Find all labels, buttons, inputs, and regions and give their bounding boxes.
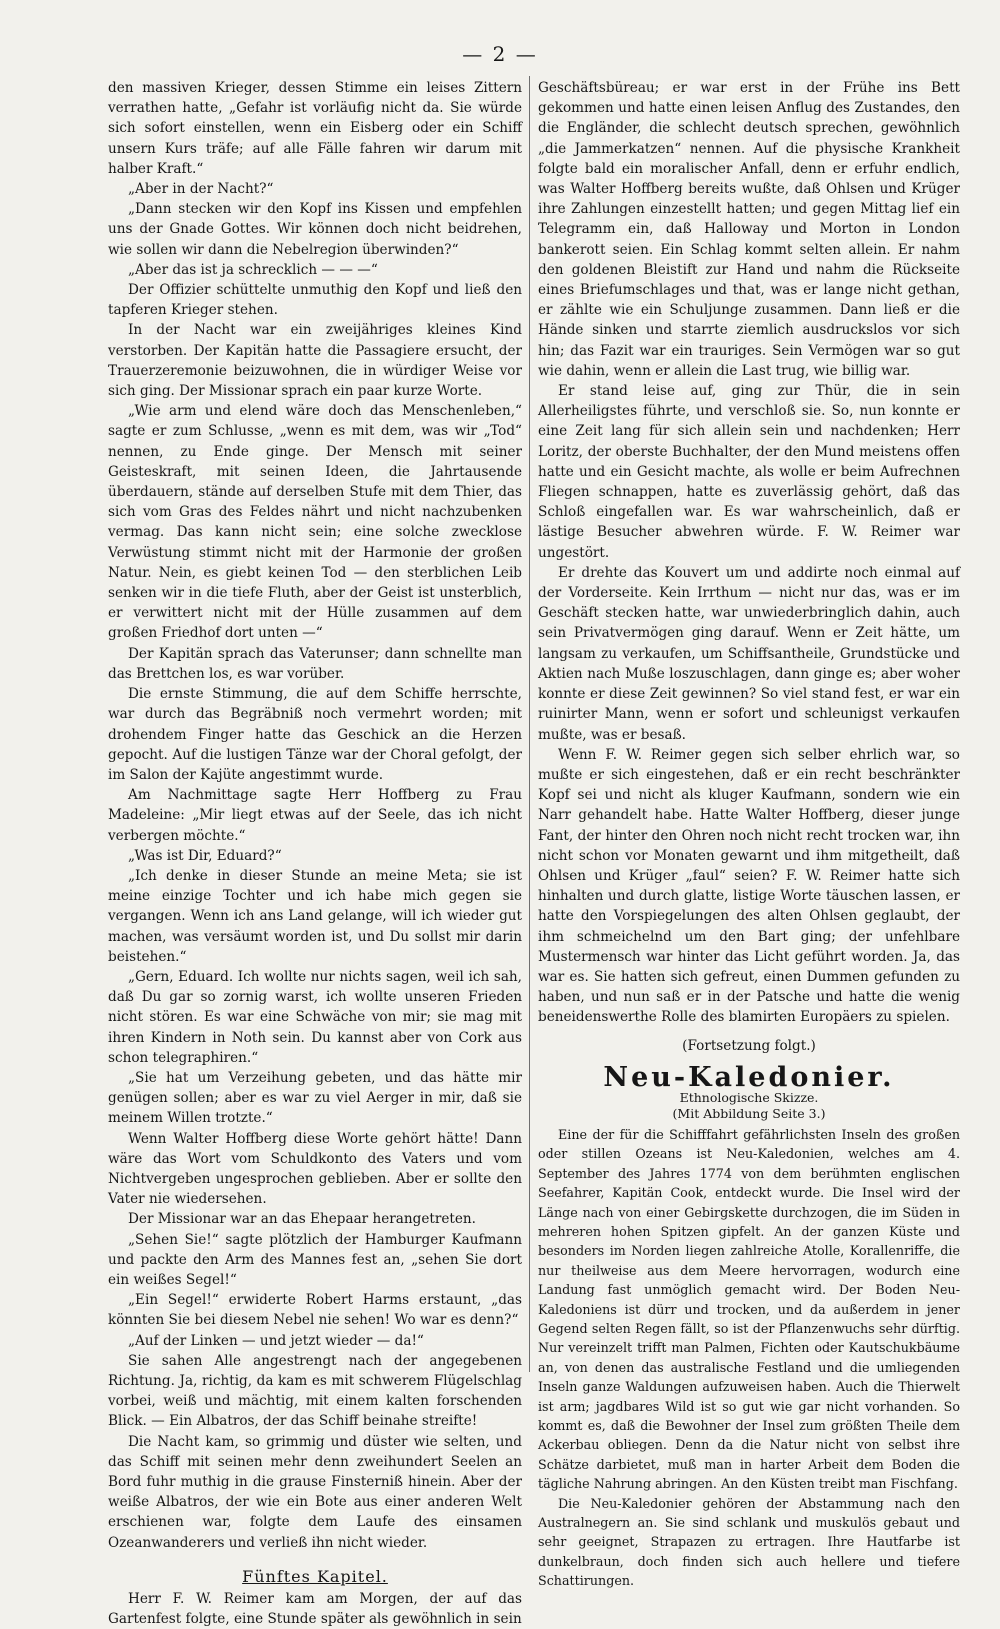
article-subtitle: Ethnologische Skizze. xyxy=(679,1089,819,1105)
paragraph: „Aber in der Nacht?“ xyxy=(128,181,274,198)
paragraph: Die Neu-Kaledonier gehören der Abstammung nach den Australnegern an. Sie sind schlank und muskulös gebaut und sehr geeignet, Strapazen zu ertragen. Ihre Hautfarbe ist dunkelbraun, doch finden sich auch hellere und tiefere Schattirungen. xyxy=(538,1495,960,1589)
paragraph: „Auf der Linken — und jetzt wieder — da!“ xyxy=(128,1332,424,1349)
paragraph: Geschäftsbüreau; er war erst in der Frühe ins Bett gekommen und hatte einen leisen Anflug des Zustandes, den die Engländer, die schlecht deutsch sprechen, gewöhnlich „die Jammerkatzen“ nennen. Auf die physische Krankheit folgte bald ein moralischer Anfall, denn er erfuhr endlich, was Walter Hoffberg bereits wußte, daß Ohlsen und Krüger ihre Zahlungen einzestellt hatten; und gegen Mittag lief ein Telegramm ein, daß Halloway und Morton in London bankerott seien. Ein Schlag kommt selten allein. Er nahm den goldenen Bleistift zur Hand und nahm die Rückseite eines Briefumschlages und that, was er lange nicht gethan, er zählte wie ein Schuljunge zusammen. Dann ließ er die Hände sinken und starrte ziemlich ausdruckslos vor sich hin; das Fazit war ein trauriges. Sein Vermögen war so gut wie dahin, wenn er allein die Last trug, wie billig war. xyxy=(538,80,960,379)
page-number: — 2 — xyxy=(462,42,538,66)
paragraph: Die ernste Stimmung, die auf dem Schiffe herrschte, war durch das Begräbniß noch vermehrt worden; mit drohendem Finger hatte das Geschick an die Herzen gepocht. Auf die lustigen Tänze war der Choral gefolgt, der im Salon der Kajüte angestimmt wurde. xyxy=(108,686,522,783)
paragraph: Der Offizier schüttelte unmuthig den Kopf und ließ den tapferen Krieger stehen. xyxy=(108,282,522,319)
paragraph: „Sie hat um Verzeihung gebeten, und das hätte mir genügen sollen; aber es war zu viel Aerger in mir, daß sie meinem Willen trotzte.“ xyxy=(108,1069,522,1127)
paragraph: Er drehte das Kouvert um und addirte noch einmal auf der Vorderseite. Kein Irrthum — nicht nur das, was er im Geschäft stecken hatte, war unwiederbringlich dahin, auch sein Privatvermögen ging darauf. Wenn er Zeit hätte, um langsam zu verkaufen, um Schiffsantheile, Grundstücke und Aktien nach Muße loszuschlagen, dann ginge es; aber woher konnte er diese Zeit gewinnen? So viel stand fest, er war ein ruinirter Mann, wenn er sofort und schleunigst verkaufen mußte, was er besaß. xyxy=(538,564,960,743)
paragraph: „Ich denke in dieser Stunde an meine Meta; sie ist meine einzige Tochter und ich habe mich gegen sie vergangen. Wenn ich ans Land gelange, will ich wieder gut machen, was versäumt worden ist, und Du sollst mir darin beistehen.“ xyxy=(108,867,522,965)
chapter-title: Fünftes Kapitel. xyxy=(242,1566,388,1586)
continuation-note: (Fortsetzung folgt.) xyxy=(682,1037,816,1054)
right-column xyxy=(538,78,960,1591)
paragraph: „Gern, Eduard. Ich wollte nur nichts sagen, weil ich sah, daß Du gar so zornig warst, ich wollte unseren Frieden nicht stören. Es war eine Schwäche von mir; sie mag mit ihren Kindern in Noth sein. Du kannst aber von Cork aus schon telegraphiren.“ xyxy=(108,968,522,1066)
paragraph: „Aber das ist ja schrecklich — — —“ xyxy=(128,261,378,278)
left-column xyxy=(108,78,522,1629)
article-neu-kaledonier xyxy=(538,1061,960,1591)
paragraph: „Was ist Dir, Eduard?“ xyxy=(128,847,282,864)
paragraph: Wenn Walter Hoffberg diese Worte gehört hätte! Dann wäre das Wort vom Schuldkonto des Vaters und vom Nichtvergeben ungesprochen geblieben. Aber er sollte den Vater nie wiedersehen. xyxy=(108,1130,522,1208)
paragraph: Die Nacht kam, so grimmig und düster wie selten, und das Schiff mit seinen mehr denn zweihundert Seelen an Bord fuhr muthig in die grause Finsterniß hinein. Aber der weiße Albatros, der wie ein Bote aus einer anderen Welt erschienen war, folgte dem Laufe des einsamen Ozeanwanderers und verließ ihn nicht wieder. xyxy=(108,1433,522,1551)
paragraph: Herr F. W. Reimer kam am Morgen, der auf das Gartenfest folgte, eine Stunde später als gewöhnlich in sein xyxy=(108,1591,522,1628)
paragraph: „Dann stecken wir den Kopf ins Kissen und empfehlen uns der Gnade Gottes. Wir können doch nicht beidrehen, wie sollen wir dann die Nebelregion überwinden?“ xyxy=(108,201,522,258)
paragraph: Der Kapitän sprach das Vaterunser; dann schnellte man das Brettchen los, es war vorüber. xyxy=(108,645,522,682)
paragraph: den massiven Krieger, dessen Stimme ein leises Zittern verrathen hatte, „Gefahr ist vorläufig nicht da. Sie würde sich sofort einstellen, wenn ein Eisberg oder ein Schiff unsern Kurs träfe; auf alle Fälle fahren wir darum mit halber Kraft.“ xyxy=(108,80,522,177)
article-title: Neu-Kaledonier. xyxy=(603,1061,895,1093)
paragraph: Sie sahen Alle angestrengt nach der angegebenen Richtung. Ja, richtig, da kam es mit schwerem Flügelschlag vorbei, weiß und mächtig, mit einem kalten forschenden Blick. — Ein Albatros, der das Schiff beinahe streifte! xyxy=(108,1352,522,1430)
column-divider xyxy=(529,76,530,1372)
paragraph: Eine der für die Schifffahrt gefährlichsten Inseln des großen oder stillen Ozeans ist Neu-Kaledonien, welches am 4. September des Jahres 1774 von dem berühmten englischen Seefahrer, Kapitän Cook, entdeckt wurde. Die Insel wird der Länge nach von einer Gebirgskette durchzogen, die im Süden in mehreren hohen Spitzen gipfelt. An der ganzen Küste und besonders im Norden liegen zahlreiche Atolle, Korallenriffe, die nur theilweise aus dem Meere hervorragen, wodurch eine Landung fast unmöglich gemacht wird. Der Boden Neu-Kaledoniens ist dürr und trocken, und da außerdem in jener Gegend selten Regen fällt, so ist der Pflanzenwuchs sehr dürftig. Nur vereinzelt trifft man Palmen, Fichten oder Kautschukbäume an, von denen das australische Festland und die umliegenden Inseln ganze Waldungen aufzuweisen haben. Auch die Thierwelt ist arm; jagdbares Wild ist so gut wie gar nicht vorhanden. So kommt es, daß die Bewohner der Insel zum größten Theile dem Ackerbau obliegen. Denn da die Natur nicht von selbst ihre Schätze darbietet, muß man in harter Arbeit dem Boden die tägliche Nahrung abringen. An den Küsten treibt man Fischfang. xyxy=(538,1126,960,1492)
paragraph: Der Missionar war an das Ehepaar herangetreten. xyxy=(128,1211,476,1228)
article-image-note: (Mit Abbildung Seite 3.) xyxy=(672,1105,826,1121)
paragraph: „Ein Segel!“ erwiderte Robert Harms erstaunt, „das könnten Sie bei diesem Nebel nie sehen! Wo war es denn?“ xyxy=(108,1292,522,1329)
paragraph: Er stand leise auf, ging zur Thür, die in sein Allerheiligstes führte, und verschloß sie. So, nun konnte er eine Zeit lang für sich allein sein und nachdenken; Herr Loritz, der oberste Buchhalter, der den Mund meistens offen hatte und ein Gesicht machte, als wolle er beim Aufrechnen Fliegen schnappen, hatte es zuverlässig gehört, daß das Schloß eingefallen war. Es war wahrscheinlich, daß er lästige Besucher abwehren würde. F. W. Reimer war ungestört. xyxy=(538,383,960,561)
paragraph: Wenn F. W. Reimer gegen sich selber ehrlich war, so mußte er sich eingestehen, daß er ein recht beschränkter Kopf sei und nicht als kluger Kaufmann, sondern wie ein Narr gehandelt habe. Hatte Walter Hoffberg, dieser junge Fant, der hinter den Ohren noch nicht recht trocken war, ihn nicht schon vor Monaten gewarnt und ihm mitgetheilt, daß Ohlsen und Krüger „faul“ seien? F. W. Reimer hatte sich hinhalten und durch glatte, listige Worte täuschen lassen, er hatte den Vorspiegelungen des alten Ohlsen geglaubt, der ihm schmeichelnd um den Bart ging; der unfehlbare Mustermensch war hinter das Licht geführt worden. Ja, das war es. Sie hatten sich gefreut, einen Dummen gefunden zu haben, und nun saß er in der Patsche und hatte die wenig beneidenswerthe Rolle des blamirten Europäers zu spielen. xyxy=(538,746,960,1026)
paragraph: „Sehen Sie!“ sagte plötzlich der Hamburger Kaufmann und packte den Arm des Mannes fest an, „sehen Sie dort ein weißes Segel!“ xyxy=(108,1231,522,1288)
paragraph: Am Nachmittage sagte Herr Hoffberg zu Frau Madeleine: „Mir liegt etwas auf der Seele, das ich nicht verbergen möchte.“ xyxy=(108,787,522,844)
paragraph: „Wie arm und elend wäre doch das Menschenleben,“ sagte er zum Schlusse, „wenn es mit dem, was wir „Tod“ nennen, zu Ende ginge. Der Mensch mit seiner Geisteskraft, mit seinen Ideen, die Jahrtausende überdauern, stände auf derselben Stufe mit dem Thier, das sich vom Gras des Feldes nährt und nicht nachzubenken vermag. Das kann nicht sein; eine solche zwecklose Verwüstung stimmt nicht mit der Harmonie der großen Natur. Nein, es giebt keinen Tod — den sterblichen Leib senken wir in die tiefe Fluth, aber der Geist ist unsterblich, er verwittert nicht mit der Hülle zusammen auf dem großen Friedhof dort unten —“ xyxy=(108,403,522,642)
paragraph: In der Nacht war ein zweijähriges kleines Kind verstorben. Der Kapitän hatte die Passagiere ersucht, der Trauerzeremonie beizuwohnen, die in würdiger Weise vor sich ging. Der Missionar sprach ein paar kurze Worte. xyxy=(108,322,522,400)
article-text xyxy=(538,1125,960,1591)
